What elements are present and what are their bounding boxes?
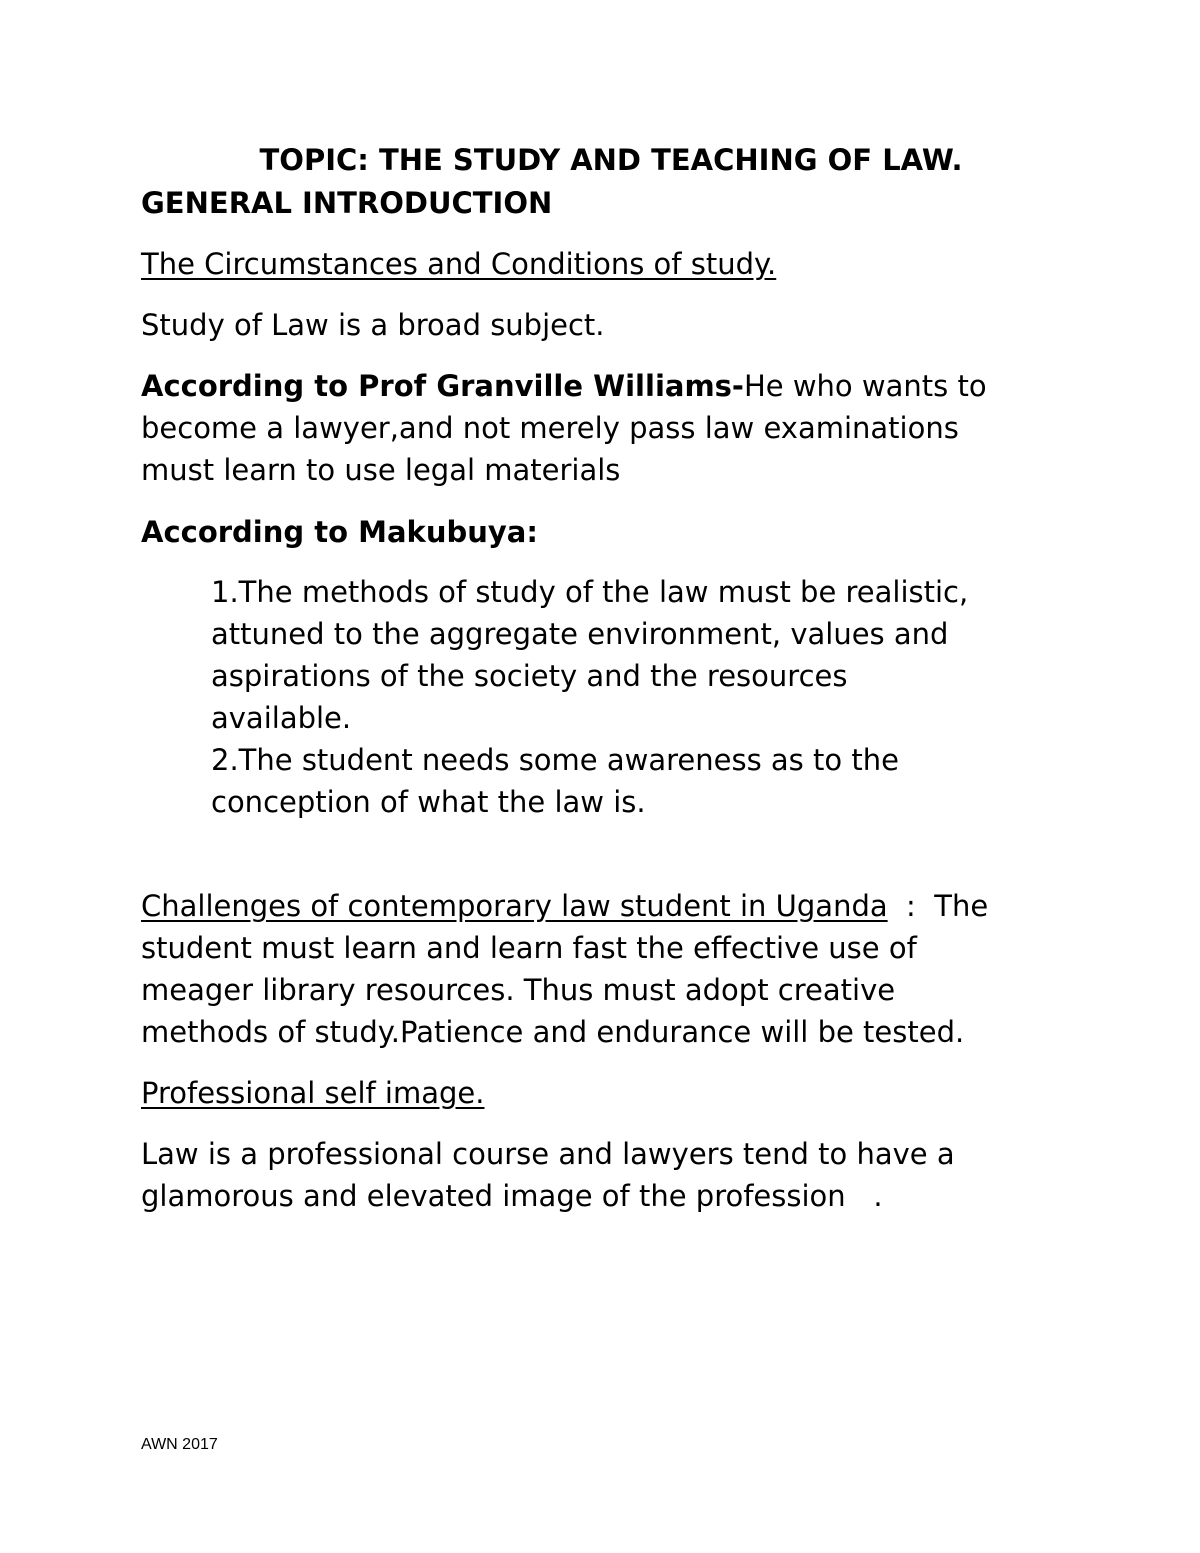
challenges-line: methods of study.Patience and endurance will be tested. (141, 1015, 965, 1049)
makubuya-point (211, 739, 1051, 823)
self-image-line: glamorous and elevated image of the profession . (141, 1179, 883, 1213)
challenges-line-1 (141, 885, 1081, 927)
challenges-heading: Challenges of contemporary law student in Uganda (141, 889, 888, 923)
challenges-line: meager library resources. Thus must adopt creative (141, 973, 896, 1007)
point-line: 1.The methods of study of the law must be realistic, (211, 575, 969, 609)
challenges-separator: : The (887, 889, 989, 923)
williams-quote-start: He who wants to (743, 369, 987, 403)
makubuya-point (211, 571, 1051, 739)
document-body (141, 138, 1081, 1217)
challenges-line: student must learn and learn fast the effective use of (141, 931, 917, 965)
page-footer: AWN 2017 (141, 1436, 218, 1453)
self-image-heading (141, 1072, 1081, 1114)
williams-line-3: must learn to use legal materials (141, 453, 621, 487)
circumstances-heading (141, 243, 1081, 285)
broad-subject-statement: Study of Law is a broad subject. (141, 308, 605, 342)
point-line: aspirations of the society and the resources (211, 659, 848, 693)
point-line: available. (211, 701, 352, 735)
williams-lead: According to Prof Granville Williams- (141, 369, 744, 403)
circumstances-heading-text: The Circumstances and Conditions of study. (141, 247, 777, 281)
self-image-paragraph (141, 1133, 1081, 1217)
self-image-line: Law is a professional course and lawyers tend to have a (141, 1137, 955, 1171)
point-line: conception of what the law is. (211, 785, 646, 819)
general-introduction-heading: GENERAL INTRODUCTION (141, 186, 553, 220)
self-image-heading-text: Professional self image. (141, 1076, 485, 1110)
makubuya-points-list (211, 571, 1051, 823)
document-title: TOPIC: THE STUDY AND TEACHING OF LAW. (259, 143, 963, 177)
williams-line-1 (141, 365, 1081, 407)
point-line: attuned to the aggregate environment, values and (211, 617, 949, 651)
point-line: 2.The student needs some awareness as to the (211, 743, 899, 777)
williams-paragraph (141, 365, 1081, 491)
williams-line-2: become a lawyer,and not merely pass law examinations (141, 411, 959, 445)
makubuya-heading: According to Makubuya: (141, 515, 538, 549)
challenges-paragraph (141, 885, 1081, 1053)
